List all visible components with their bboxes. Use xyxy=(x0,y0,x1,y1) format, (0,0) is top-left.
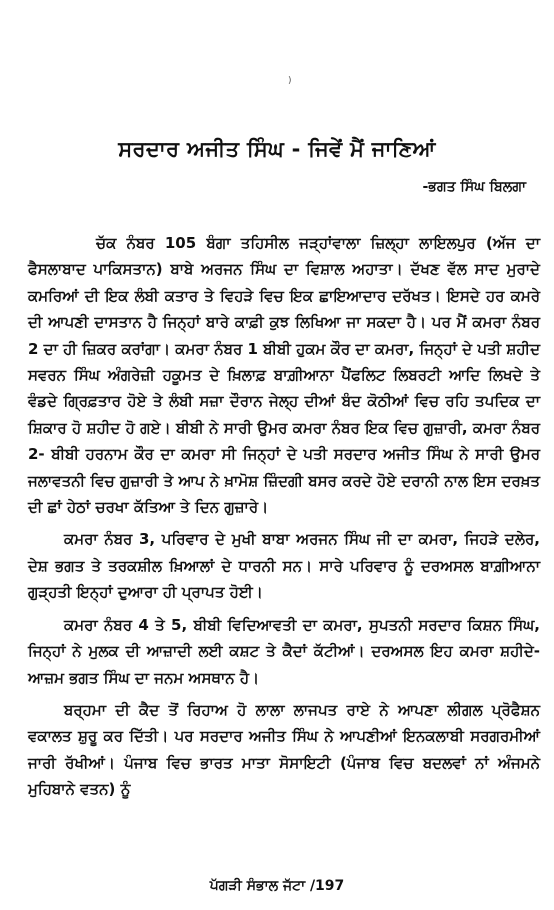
author-byline: -ਭਗਤ ਸਿੰਘ ਬਿਲਗਾ xyxy=(422,179,526,195)
paragraph-3: ਕਮਰਾ ਨੰਬਰ 4 ਤੇ 5, ਬੀਬੀ ਵਿਦਿਆਵਤੀ ਦਾ ਕਮਰਾ, ਸੁਪਤਨੀ ਸਰਦਾਰ ਕਿਸ਼ਨ ਸਿੰਘ, ਜਿਨ੍ਹਾਂ ਨੇ ਮੁਲਕ ਦੀ ਆਜ਼ਾਦੀ ਲਈ ਕਸ਼ਟ ਤੇ ਕੈਦਾਂ ਕੱਟੀਆਂ। ਦਰਅਸਲ ਇਹ ਕਮਰਾ ਸ਼ਹੀਦੇ-ਆਜ਼ਮ ਭਗਤ ਸਿੰਘ ਦਾ ਜਨਮ ਅਸਥਾਨ ਹੈ। xyxy=(28,615,540,687)
paragraph-4: ਬਰ੍ਹਮਾ ਦੀ ਕੈਦ ਤੋਂ ਰਿਹਾਅ ਹੋ ਲਾਲਾ ਲਾਜਪਤ ਰਾਏ ਨੇ ਆਪਣਾ ਲੀਗਲ ਪ੍ਰੋਫੈਸ਼ਨ ਵਕਾਲਤ ਸ਼ੁਰੂ ਕਰ ਦਿੱਤੀ। ਪਰ ਸਰਦਾਰ ਅਜੀਤ ਸਿੰਘ ਨੇ ਆਪਣੀਆਂ ਇਨਕਲਾਬੀ ਸਰਗਰਮੀਆਂ ਜਾਰੀ ਰੱਖੀਆਂ। ਪੰਜਾਬ ਵਿਚ ਭਾਰਤ ਮਾਤਾ ਸੋਸਾਇਟੀ (ਪੰਜਾਬ ਵਿਚ ਬਦਲਵਾਂ ਨਾਂ ਅੰਜਮਨੇ ਮੁਹਿਬਾਨੇ ਵਤਨ) ਨੂੰ xyxy=(28,700,540,799)
page-mark: ) xyxy=(288,76,292,86)
paragraph-2: ਕਮਰਾ ਨੰਬਰ 3, ਪਰਿਵਾਰ ਦੇ ਮੁਖੀ ਬਾਬਾ ਅਰਜਨ ਸਿੰਘ ਜੀ ਦਾ ਕਮਰਾ, ਜਿਹੜੇ ਦਲੇਰ, ਦੇਸ਼ ਭਗਤ ਤੇ ਤਰਕਸ਼ੀਲ ਖ਼ਿਆਲਾਂ ਦੇ ਧਾਰਨੀ ਸਨ। ਸਾਰੇ ਪਰਿਵਾਰ ਨੂੰ ਦਰਅਸਲ ਬਾਗ਼ੀਆਨਾ ਗੁੜ੍ਹਤੀ ਇਨ੍ਹਾਂ ਦੁਆਰਾ ਹੀ ਪ੍ਰਾਪਤ ਹੋਈ। xyxy=(28,530,540,602)
paragraph-1: ਚੱਕ ਨੰਬਰ 105 ਬੰਗਾ ਤਹਿਸੀਲ ਜੜ੍ਹਾਂਵਾਲਾ ਜ਼ਿਲ੍ਹਾ ਲਾਇਲਪੁਰ (ਅੱਜ ਦਾ ਫੈਸਲਾਬਾਦ ਪਾਕਿਸਤਾਨ) ਬਾਬੇ ਅਰਜਨ ਸਿੰਘ ਦਾ ਵਿਸ਼ਾਲ ਅਹਾਤਾ। ਦੱਖਣ ਵੱਲ ਸਾਦ ਮੁਰਾਦੇ ਕਮਰਿਆਂ ਦੀ ਇਕ ਲੰਬੀ ਕਤਾਰ ਤੇ ਵਿਹੜੇ ਵਿਚ ਇਕ ਛਾਇਆਦਾਰ ਦਰੱਖਤ। ਇਸਦੇ ਹਰ ਕਮਰੇ ਦੀ ਆਪਣੀ ਦਾਸਤਾਨ ਹੈ ਜਿਨ੍ਹਾਂ ਬਾਰੇ ਕਾਫ਼ੀ ਕੁਝ ਲਿਖਿਆ ਜਾ ਸਕਦਾ ਹੈ। ਪਰ ਮੈਂ ਕਮਰਾ ਨੰਬਰ 2 ਦਾ ਹੀ ਜ਼ਿਕਰ ਕਰਾਂਗਾ। ਕਮਰਾ ਨੰਬਰ 1 ਬੀਬੀ ਹੁਕਮ ਕੌਰ ਦਾ ਕਮਰਾ, ਜਿਨ੍ਹਾਂ ਦੇ ਪਤੀ ਸ਼ਹੀਦ ਸਵਰਨ ਸਿੰਘ ਅੰਗਰੇਜ਼ੀ ਹਕੂਮਤ ਦੇ ਖ਼ਿਲਾਫ਼ ਬਾਗ਼ੀਆਨਾ ਪੈਂਫਲਿਟ ਲਿਬਰਟੀ ਆਦਿ ਲਿਖਦੇ ਤੇ ਵੰਡਦੇ ਗ੍ਰਿਫ਼ਤਾਰ ਹੋਏ ਤੇ ਲੰਬੀ ਸਜ਼ਾ ਦੌਰਾਨ ਜੇਲ੍ਹ ਦੀਆਂ ਬੰਦ ਕੋਠੀਆਂ ਵਿਚ ਰਹਿ ਤਪਦਿਕ ਦਾ ਸ਼ਿਕਾਰ ਹੋ ਸ਼ਹੀਦ ਹੋ ਗਏ। ਬੀਬੀ ਨੇ ਸਾਰੀ ਉਮਰ ਕਮਰਾ ਨੰਬਰ ਇਕ ਵਿਚ ਗੁਜ਼ਾਰੀ, ਕਮਰਾ ਨੰਬਰ 2- ਬੀਬੀ ਹਰਨਾਮ ਕੌਰ ਦਾ ਕਮਰਾ ਸੀ ਜਿਨ੍ਹਾਂ ਦੇ ਪਤੀ ਸਰਦਾਰ ਅਜੀਤ ਸਿੰਘ ਨੇ ਸਾਰੀ ਉਮਰ ਜਲਾਵਤਨੀ ਵਿਚ ਗੁਜ਼ਾਰੀ ਤੇ ਆਪ ਨੇ ਖ਼ਾਮੋਸ਼ ਜ਼ਿੰਦਗੀ ਬਸਰ ਕਰਦੇ ਹੋਏ ਦਰਾਨੀ ਨਾਲ ਇਸ ਦਰਖ਼ਤ ਦੀ ਛਾਂ ਹੇਠਾਂ ਚਰਖਾ ਕੱਤਿਆ ਤੇ ਦਿਨ ਗੁਜ਼ਾਰੇ। xyxy=(28,234,540,517)
page-footer: ਪੱਗੜੀ ਸੰਭਾਲ ਜੱਟਾ /197 xyxy=(209,878,345,894)
article-title: ਸਰਦਾਰ ਅਜੀਤ ਸਿੰਘ - ਜਿਵੇਂ ਮੈਂ ਜਾਣਿਆਂ xyxy=(118,137,436,161)
article-body xyxy=(28,230,540,809)
